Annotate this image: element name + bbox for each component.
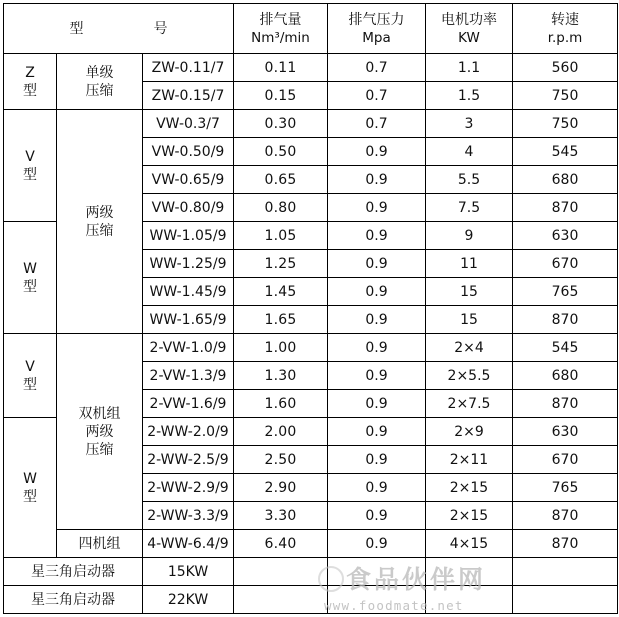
cell-speed: 560	[513, 54, 618, 82]
cell-discharge: 2.90	[234, 474, 328, 502]
cell-discharge: 0.11	[234, 54, 328, 82]
cell-discharge: 2.50	[234, 446, 328, 474]
cell-speed: 870	[513, 194, 618, 222]
cell-power: 15	[426, 278, 513, 306]
header-discharge-unit: Nm³/min	[251, 29, 310, 46]
group-label: W	[23, 470, 37, 487]
cell-model: 2-WW-2.0/9	[143, 418, 234, 446]
empty-cell	[426, 558, 513, 586]
cell-model: 2-VW-1.0/9	[143, 334, 234, 362]
cell-model: 2-VW-1.3/9	[143, 362, 234, 390]
cell-model: 2-WW-3.3/9	[143, 502, 234, 530]
header-speed	[513, 4, 618, 54]
starter-row	[4, 558, 618, 586]
group-label: 两级	[85, 423, 114, 440]
cell-power: 7.5	[426, 194, 513, 222]
group-label: Z	[25, 64, 35, 81]
cell-power: 2×4	[426, 334, 513, 362]
cell-model: 2-WW-2.5/9	[143, 446, 234, 474]
header-speed-unit: r.p.m	[547, 29, 583, 46]
group-w2-type	[4, 418, 57, 558]
cell-speed: 545	[513, 138, 618, 166]
cell-discharge: 6.40	[234, 530, 328, 558]
cell-pressure: 0.9	[328, 222, 426, 250]
cell-pressure: 0.9	[328, 418, 426, 446]
cell-discharge: 3.30	[234, 502, 328, 530]
cell-discharge: 0.50	[234, 138, 328, 166]
empty-cell	[513, 586, 618, 614]
cell-speed: 765	[513, 278, 618, 306]
empty-cell	[328, 586, 426, 614]
cell-power: 3	[426, 110, 513, 138]
cell-model: ZW-0.15/7	[143, 82, 234, 110]
cell-discharge: 2.00	[234, 418, 328, 446]
cell-pressure: 0.9	[328, 166, 426, 194]
cell-model: VW-0.65/9	[143, 166, 234, 194]
cell-power: 1.1	[426, 54, 513, 82]
cell-model: WW-1.65/9	[143, 306, 234, 334]
cell-speed: 750	[513, 110, 618, 138]
cell-model: VW-0.3/7	[143, 110, 234, 138]
cell-model: VW-0.50/9	[143, 138, 234, 166]
cell-model: 2-WW-2.9/9	[143, 474, 234, 502]
cell-discharge: 1.25	[234, 250, 328, 278]
header-pressure	[328, 4, 426, 54]
group-w-type	[4, 222, 57, 334]
cell-discharge: 1.30	[234, 362, 328, 390]
group-label: 型	[23, 488, 37, 505]
empty-cell	[426, 586, 513, 614]
cell-power: 1.5	[426, 82, 513, 110]
cell-power: 4	[426, 138, 513, 166]
cell-power: 2×11	[426, 446, 513, 474]
cell-pressure: 0.7	[328, 54, 426, 82]
watermark-cn-text: 食品伙伴网	[346, 565, 487, 594]
group-label: 压缩	[85, 222, 114, 239]
cell-speed: 545	[513, 334, 618, 362]
cell-discharge: 0.15	[234, 82, 328, 110]
table-row	[4, 54, 618, 82]
cell-pressure: 0.9	[328, 306, 426, 334]
cell-pressure: 0.9	[328, 334, 426, 362]
cell-power: 9	[426, 222, 513, 250]
empty-cell	[328, 558, 426, 586]
group-label: W	[23, 260, 37, 277]
header-motor-power	[426, 4, 513, 54]
cell-discharge: 1.00	[234, 334, 328, 362]
group-z-type	[4, 54, 57, 110]
cell-pressure: 0.9	[328, 362, 426, 390]
cell-speed: 870	[513, 530, 618, 558]
cell-power: 5.5	[426, 166, 513, 194]
cell-power: 2×5.5	[426, 362, 513, 390]
cell-speed: 670	[513, 250, 618, 278]
empty-cell	[234, 558, 328, 586]
group-single-stage	[57, 54, 143, 110]
group-label: 压缩	[85, 441, 114, 458]
group-label: 两级	[85, 204, 114, 221]
group-v-type	[4, 110, 57, 222]
cell-pressure: 0.9	[328, 502, 426, 530]
cell-pressure: 0.9	[328, 278, 426, 306]
group-label: V	[25, 358, 35, 375]
group-v2-type	[4, 334, 57, 418]
starter-label: 星三角启动器	[4, 558, 143, 586]
cell-discharge: 0.30	[234, 110, 328, 138]
cell-speed: 870	[513, 502, 618, 530]
cell-discharge: 1.45	[234, 278, 328, 306]
cell-speed: 680	[513, 166, 618, 194]
header-speed-label: 转速	[551, 11, 579, 28]
cell-speed: 870	[513, 390, 618, 418]
group-label: 型	[23, 376, 37, 393]
group-label: 单级	[85, 64, 114, 81]
cell-discharge: 1.65	[234, 306, 328, 334]
cell-discharge: 0.80	[234, 194, 328, 222]
cell-pressure: 0.9	[328, 446, 426, 474]
cell-model: WW-1.45/9	[143, 278, 234, 306]
header-discharge-label: 排气量	[259, 11, 302, 28]
cell-discharge: 1.60	[234, 390, 328, 418]
table-row	[4, 530, 618, 558]
cell-pressure: 0.9	[328, 390, 426, 418]
cell-pressure: 0.9	[328, 250, 426, 278]
cell-speed: 765	[513, 474, 618, 502]
cell-pressure: 0.9	[328, 194, 426, 222]
table-row	[4, 334, 618, 362]
cell-power: 2×9	[426, 418, 513, 446]
cell-pressure: 0.9	[328, 474, 426, 502]
cell-power: 2×15	[426, 474, 513, 502]
starter-row	[4, 586, 618, 614]
header-pressure-unit: Mpa	[362, 29, 391, 46]
watermark-url-text: www.foodmate.net	[324, 598, 464, 613]
cell-speed: 750	[513, 82, 618, 110]
group-label: 双机组	[78, 405, 121, 422]
header-motor-label: 电机功率	[441, 11, 497, 28]
starter-value: 22KW	[143, 586, 234, 614]
group-dual-unit	[57, 334, 143, 530]
cell-model: WW-1.25/9	[143, 250, 234, 278]
cell-pressure: 0.9	[328, 530, 426, 558]
header-model	[4, 4, 234, 54]
starter-label: 星三角启动器	[4, 586, 143, 614]
cell-speed: 670	[513, 446, 618, 474]
header-motor-unit: KW	[458, 29, 480, 46]
cell-discharge: 1.05	[234, 222, 328, 250]
cell-power: 4×15	[426, 530, 513, 558]
header-model-b: 号	[153, 20, 168, 37]
header-discharge	[234, 4, 328, 54]
starter-value: 15KW	[143, 558, 234, 586]
cell-pressure: 0.7	[328, 110, 426, 138]
cell-speed: 870	[513, 306, 618, 334]
cell-speed: 630	[513, 418, 618, 446]
cell-pressure: 0.9	[328, 138, 426, 166]
cell-model: 2-VW-1.6/9	[143, 390, 234, 418]
cell-model: WW-1.05/9	[143, 222, 234, 250]
cell-power: 11	[426, 250, 513, 278]
group-two-stage	[57, 110, 143, 334]
cell-power: 2×7.5	[426, 390, 513, 418]
group-quad-unit: 四机组	[57, 530, 143, 558]
cell-speed: 680	[513, 362, 618, 390]
group-label: 压缩	[85, 82, 114, 99]
spec-table	[3, 3, 618, 614]
cell-model: ZW-0.11/7	[143, 54, 234, 82]
cell-power: 15	[426, 306, 513, 334]
cell-pressure: 0.7	[328, 82, 426, 110]
cell-model: VW-0.80/9	[143, 194, 234, 222]
group-label: 型	[23, 166, 37, 183]
table-row	[4, 110, 618, 138]
header-pressure-label: 排气压力	[348, 11, 405, 28]
cell-speed: 630	[513, 222, 618, 250]
header-model-a: 型	[69, 20, 84, 37]
cell-model: 4-WW-6.4/9	[143, 530, 234, 558]
group-label: V	[25, 148, 35, 165]
cell-discharge: 0.65	[234, 166, 328, 194]
empty-cell	[234, 586, 328, 614]
group-label: 型	[23, 278, 37, 295]
cell-power: 2×15	[426, 502, 513, 530]
group-label: 型	[23, 82, 37, 99]
empty-cell	[513, 558, 618, 586]
header-row	[4, 4, 618, 54]
